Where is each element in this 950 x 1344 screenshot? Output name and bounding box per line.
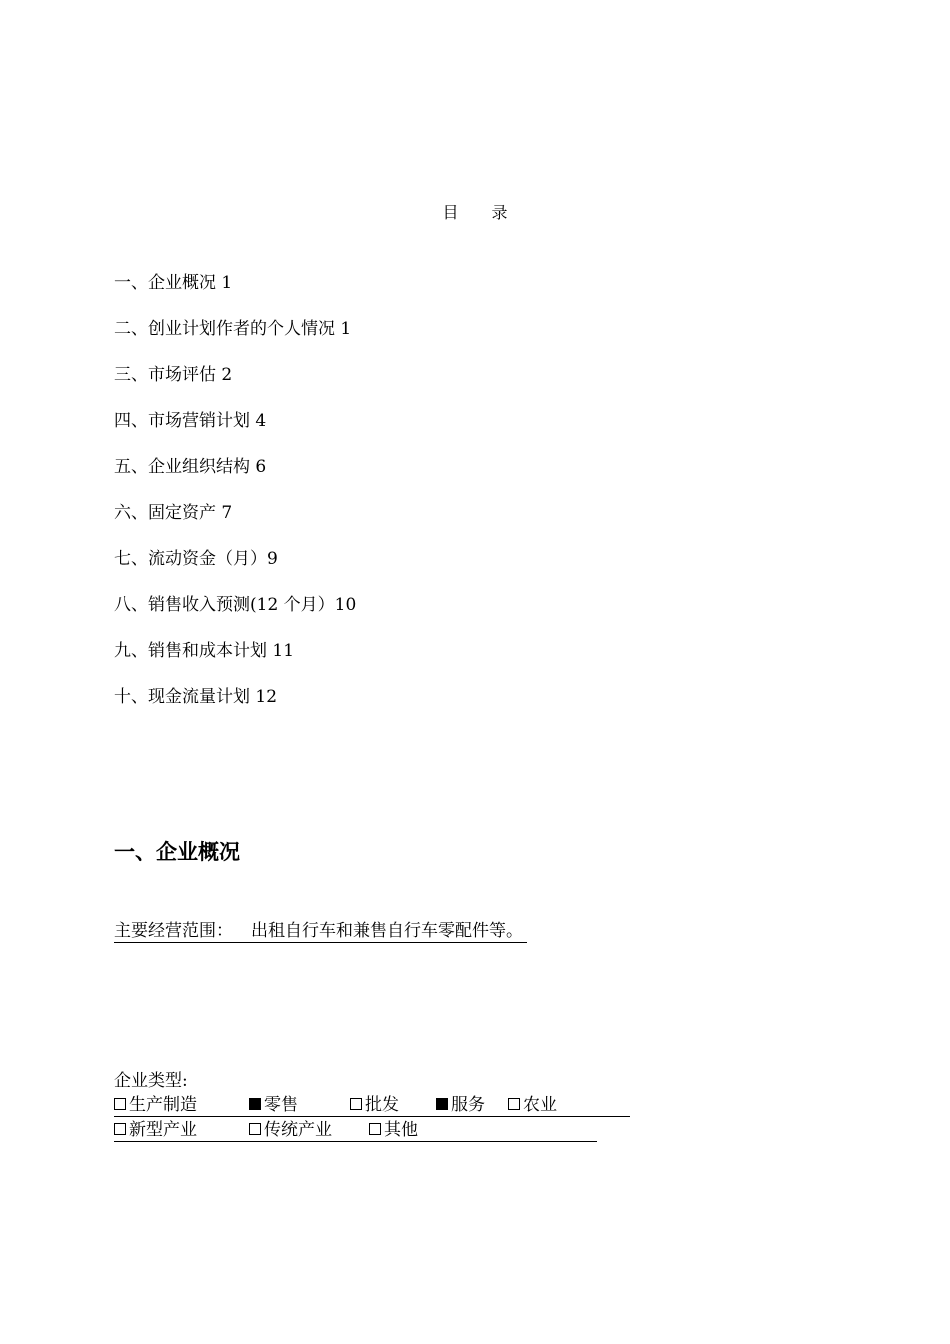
toc-item[interactable]: 八、销售收入预测(12 个月）10 [114,595,357,615]
checkbox-icon[interactable] [369,1123,381,1135]
checkbox-icon[interactable] [114,1123,126,1135]
toc-item[interactable]: 一、企业概况 1 [114,273,233,293]
business-type-row-2 [114,1119,597,1142]
option-wholesale[interactable]: 批发 [350,1094,436,1116]
business-scope-label: 主要经营范围： [114,921,233,941]
business-scope-value: 出租自行车和兼售自行车零配件等。 [251,921,523,941]
checkbox-checked-icon[interactable] [249,1098,261,1110]
checkbox-icon[interactable] [114,1098,126,1110]
toc-item[interactable]: 二、创业计划作者的个人情况 1 [114,319,352,339]
checkbox-icon[interactable] [508,1098,520,1110]
toc-item[interactable]: 七、流动资金（月）9 [114,549,278,569]
option-traditional-industry[interactable]: 传统产业 [249,1119,369,1141]
checkbox-icon[interactable] [350,1098,362,1110]
option-service[interactable]: 服务 [436,1094,508,1116]
option-manufacturing[interactable]: 生产制造 [114,1094,249,1116]
option-other[interactable]: 其他 [369,1119,418,1141]
toc-item[interactable]: 九、销售和成本计划 11 [114,641,295,661]
toc-item[interactable]: 六、固定资产 7 [114,503,233,523]
toc-title: 目 录 [442,203,522,222]
business-type-row-1 [114,1094,630,1117]
toc-item[interactable]: 三、市场评估 2 [114,365,233,385]
business-type-label: 企业类型: [114,1071,188,1091]
business-scope-line [114,920,527,943]
toc-item[interactable]: 五、企业组织结构 6 [114,457,267,477]
option-agriculture[interactable]: 农业 [508,1094,557,1116]
toc-item[interactable]: 十、现金流量计划 12 [114,687,278,707]
option-retail[interactable]: 零售 [249,1094,350,1116]
toc-item[interactable]: 四、市场营销计划 4 [114,411,267,431]
checkbox-checked-icon[interactable] [436,1098,448,1110]
section-heading: 一、企业概况 [114,840,240,864]
option-new-industry[interactable]: 新型产业 [114,1119,249,1141]
checkbox-icon[interactable] [249,1123,261,1135]
